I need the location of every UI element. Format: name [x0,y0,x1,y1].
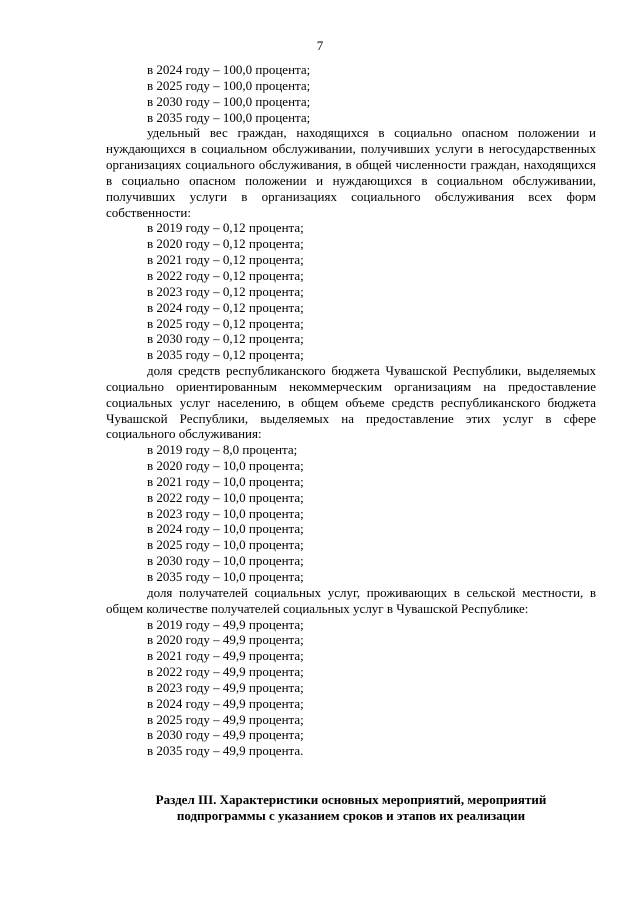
list-item: в 2035 году – 100,0 процента; [147,109,311,125]
list-item: в 2035 году – 49,9 процента. [147,743,304,759]
list-item: в 2025 году – 100,0 процента; [147,77,311,93]
indicator-list-a [106,62,596,125]
list-item: в 2022 году – 10,0 процента; [147,489,304,505]
section-heading-line-2: подпрограммы с указанием сроков и этапов их реализации [176,808,526,824]
list-item: в 2022 году – 0,12 процента; [147,267,304,283]
paragraph-indicator-c: доля средств республиканского бюджета Чувашской Республики, выделяемых социально ориентированным некоммерческим организациям на предоставление социальных услуг населению, в общем объеме средств республиканского бюджета Чувашской Республики, выделяемых на предоставление этих услуг в сфере социального обслуживания: [106,363,596,442]
document-body [106,62,596,824]
indicator-list-d [106,617,596,760]
list-item: в 2019 году – 0,12 процента; [147,220,304,236]
list-item: в 2030 году – 10,0 процента; [147,553,304,569]
list-item: в 2024 году – 0,12 процента; [147,299,304,315]
section-heading [106,792,596,824]
list-item: в 2020 году – 10,0 процента; [147,458,304,474]
page-number: 7 [316,38,324,53]
list-item: в 2035 году – 10,0 процента; [147,569,304,584]
list-item: в 2020 году – 0,12 процента; [147,236,304,252]
list-item: в 2030 году – 49,9 процента; [147,727,304,743]
list-item: в 2023 году – 10,0 процента; [147,505,304,521]
list-item: в 2022 году – 49,9 процента; [147,664,304,680]
list-item: в 2024 году – 49,9 процента; [147,695,304,711]
list-item: в 2023 году – 0,12 процента; [147,283,304,299]
list-item: в 2024 году – 10,0 процента; [147,521,304,537]
list-item: в 2023 году – 49,9 процента; [147,679,304,695]
indicator-list-c [106,442,596,585]
list-item: в 2019 году – 8,0 процента; [147,442,298,458]
list-item: в 2030 году – 100,0 процента; [147,93,311,109]
list-item: в 2025 году – 0,12 процента; [147,315,304,331]
list-item: в 2035 году – 0,12 процента; [147,347,304,363]
list-item: в 2025 году – 10,0 процента; [147,537,304,553]
list-item: в 2021 году – 10,0 процента; [147,473,304,489]
paragraph-indicator-b: удельный вес граждан, находящихся в социально опасном положении и нуждающихся в социальном обслуживании, получивших услуги в негосударственных организациях социального обслуживания, в общей численности граждан, находящихся в социально опасном положении и нуждающихся в социальном обслуживании, получивших услуги в организациях социального обслуживания всех форм собственности: [106,125,596,220]
paragraph-indicator-d: доля получателей социальных услуг, проживающих в сельской местности, в общем количестве получателей социальных услуг в Чувашской Республике: [106,584,596,616]
list-item: в 2020 году – 49,9 процента; [147,632,304,648]
list-item: в 2030 году – 0,12 процента; [147,331,304,347]
list-item: в 2025 году – 49,9 процента; [147,711,304,727]
list-item: в 2021 году – 49,9 процента; [147,648,304,664]
list-item: в 2021 году – 0,12 процента; [147,252,304,268]
indicator-list-b [106,220,596,363]
section-heading-line-1: Раздел III. Характеристики основных мероприятий, мероприятий [155,792,547,808]
list-item: в 2019 году – 49,9 процента; [147,616,304,632]
list-item: в 2024 году – 100,0 процента; [147,62,311,77]
